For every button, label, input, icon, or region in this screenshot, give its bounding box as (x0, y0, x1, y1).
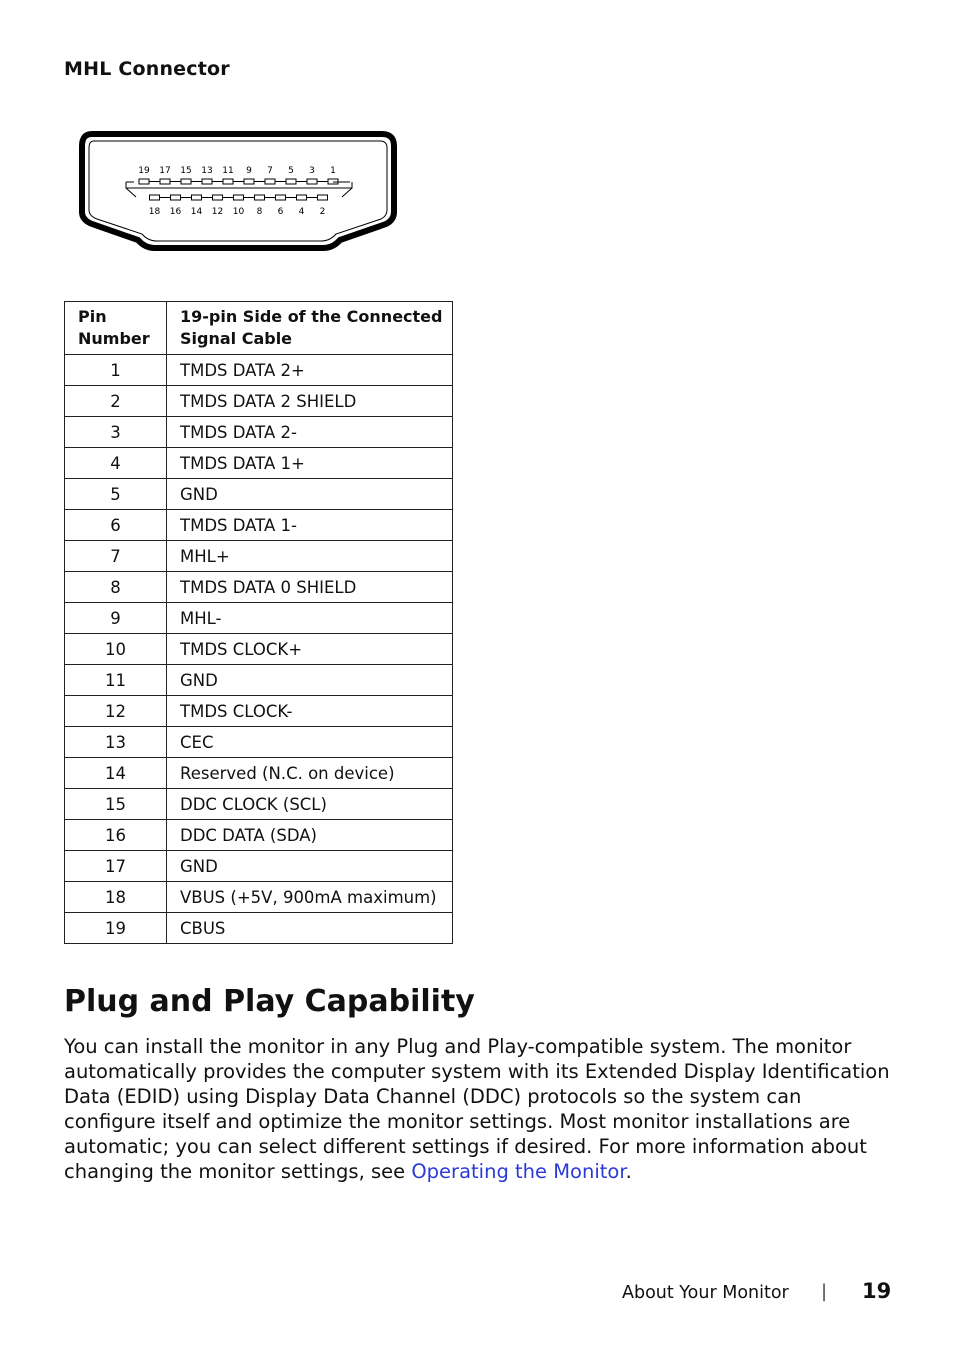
bottom-pin-label: 16 (169, 207, 182, 217)
signal-cell: GND (167, 851, 453, 882)
hdmi-connector-diagram (78, 128, 400, 254)
plug-and-play-title: Plug and Play Capability (64, 984, 475, 1019)
signal-cell: TMDS DATA 2 SHIELD (167, 386, 453, 417)
bottom-pin-label: 10 (232, 207, 245, 217)
footer-separator: | (821, 1281, 828, 1302)
table-row (65, 913, 453, 944)
pin-number-cell: 17 (65, 851, 167, 882)
header-pin-number: Pin Number (65, 302, 167, 355)
table-row (65, 448, 453, 479)
table-row (65, 417, 453, 448)
signal-cell: TMDS DATA 1- (167, 510, 453, 541)
table-row (65, 479, 453, 510)
pin-number-cell: 8 (65, 572, 167, 603)
table-row (65, 696, 453, 727)
bottom-pin (150, 195, 160, 200)
table-row (65, 386, 453, 417)
pin-number-cell: 11 (65, 665, 167, 696)
pin-number-cell: 9 (65, 603, 167, 634)
top-pin-label: 5 (288, 166, 294, 176)
table-row (65, 758, 453, 789)
table-row (65, 727, 453, 758)
top-pin (265, 179, 275, 184)
bottom-pin (276, 195, 286, 200)
bottom-pin (213, 195, 223, 200)
top-pin-label: 17 (159, 166, 171, 176)
table-row (65, 851, 453, 882)
pin-number-cell: 2 (65, 386, 167, 417)
signal-cell: TMDS CLOCK+ (167, 634, 453, 665)
bottom-pin-label: 4 (298, 207, 305, 217)
signal-cell: GND (167, 665, 453, 696)
pin-number-cell: 15 (65, 789, 167, 820)
signal-cell: MHL- (167, 603, 453, 634)
bottom-pin (234, 195, 244, 200)
signal-cell: VBUS (+5V, 900mA maximum) (167, 882, 453, 913)
pin-number-cell: 6 (65, 510, 167, 541)
signal-cell: Reserved (N.C. on device) (167, 758, 453, 789)
top-pin (223, 179, 233, 184)
top-pin-label: 13 (201, 166, 213, 176)
top-pin (307, 179, 317, 184)
signal-cell: TMDS DATA 2+ (167, 355, 453, 386)
table-row (65, 820, 453, 851)
signal-cell: TMDS DATA 2- (167, 417, 453, 448)
plug-and-play-paragraph (64, 1034, 894, 1184)
signal-cell: TMDS DATA 1+ (167, 448, 453, 479)
top-pin-label: 19 (138, 166, 150, 176)
pin-number-cell: 7 (65, 541, 167, 572)
pin-number-cell: 10 (65, 634, 167, 665)
top-pin-label: 1 (330, 166, 336, 176)
operating-the-monitor-link[interactable]: Operating the Monitor (411, 1160, 626, 1183)
page-number: 19 (862, 1279, 892, 1303)
pin-number-cell: 4 (65, 448, 167, 479)
signal-cell: TMDS DATA 0 SHIELD (167, 572, 453, 603)
bottom-pin-label: 12 (211, 207, 224, 217)
bottom-pin (192, 195, 202, 200)
top-pin-label: 11 (222, 166, 234, 176)
table-row (65, 603, 453, 634)
top-pin (160, 179, 170, 184)
top-pin (286, 179, 296, 184)
top-pin (139, 179, 149, 184)
signal-cell: MHL+ (167, 541, 453, 572)
top-pin-label: 15 (180, 166, 192, 176)
top-pin (202, 179, 212, 184)
bottom-pin (318, 195, 328, 200)
table-row (65, 789, 453, 820)
top-pin (244, 179, 254, 184)
pin-number-cell: 19 (65, 913, 167, 944)
signal-cell: DDC DATA (SDA) (167, 820, 453, 851)
top-pin-label: 3 (309, 166, 315, 176)
header-signal: 19-pin Side of the Connected Signal Cable (167, 302, 453, 355)
signal-cell: TMDS CLOCK- (167, 696, 453, 727)
bottom-pin (171, 195, 181, 200)
pin-assignment-table (64, 301, 453, 944)
bottom-pin-label: 8 (256, 207, 263, 217)
table-row (65, 572, 453, 603)
table-row (65, 882, 453, 913)
pin-number-cell: 13 (65, 727, 167, 758)
bottom-pin (255, 195, 265, 200)
pin-number-cell: 16 (65, 820, 167, 851)
table-row (65, 355, 453, 386)
footer-section-title: About Your Monitor (622, 1283, 789, 1303)
pin-number-cell: 3 (65, 417, 167, 448)
top-pin-label: 9 (246, 166, 252, 176)
bottom-pin-label: 2 (319, 207, 326, 217)
section-heading: MHL Connector (64, 58, 230, 80)
paragraph-end: . (625, 1160, 632, 1183)
connector-inner-outline (89, 141, 387, 241)
signal-cell: DDC CLOCK (SCL) (167, 789, 453, 820)
bottom-pin (297, 195, 307, 200)
pin-number-cell: 14 (65, 758, 167, 789)
signal-cell: CEC (167, 727, 453, 758)
bottom-pin-label: 14 (190, 207, 203, 217)
paragraph-text: You can install the monitor in any Plug and Play-compatible system. The monitor automatically provides the computer system with its Extended Display Identification Data (EDID) using Display Data Channel (DDC) protocols so the system can configure itself and optimize the monitor settings. Most monitor installations are automatic; you can select different settings if desired. For more information about changing the monitor settings, see (64, 1035, 890, 1183)
bottom-pin-label: 6 (277, 207, 284, 217)
pin-number-cell: 5 (65, 479, 167, 510)
signal-cell: CBUS (167, 913, 453, 944)
table-row (65, 541, 453, 572)
signal-cell: GND (167, 479, 453, 510)
table-row (65, 665, 453, 696)
pin-number-cell: 18 (65, 882, 167, 913)
top-pin (181, 179, 191, 184)
table-row (65, 510, 453, 541)
bottom-pin-label: 18 (148, 207, 161, 217)
pin-number-cell: 1 (65, 355, 167, 386)
table-header-row (65, 302, 453, 355)
top-pin-label: 7 (267, 166, 273, 176)
pin-number-cell: 12 (65, 696, 167, 727)
table-row (65, 634, 453, 665)
